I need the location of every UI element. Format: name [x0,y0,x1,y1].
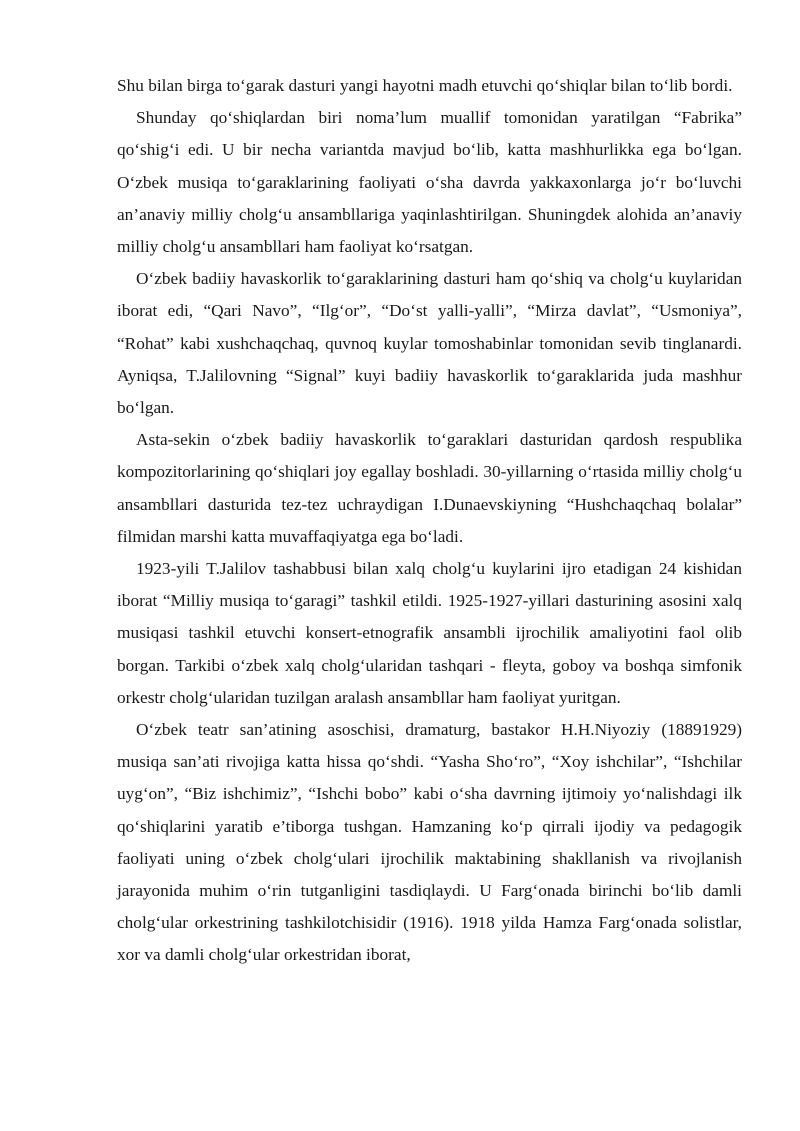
paragraph-amateur-circles: O‘zbek badiiy havaskorlik to‘garaklarining dasturi ham qo‘shiq va cholg‘u kuylaridan iborat edi, “Qari Navo”, “Ilg‘or”, “Do‘st yalli-yalli”, “Mirza davlat”, “Usmoniya”, “Rohat” kabi xushchaqchaq, quvnoq kuylar tomoshabinlar tomonidan sevib tinglanardi. Ayniqsa, T.Jalilovning “Signal” kuyi badiiy havaskorlik to‘garaklarida juda mashhur bo‘lgan. [117,269,742,418]
paragraph-niyoziy: O‘zbek teatr san’atining asoschisi, dramaturg, bastakor H.H.Niyoziy (18891929) musiqa san’ati rivojiga katta hissa qo‘shdi. “Yasha Sho‘ro”, “Xoy ishchilar”, “Ishchilar uyg‘on”, “Biz ishchimiz”, “Ishchi bobo” kabi o‘sha davrning ijtimoiy yo‘nalishdagi ilk qo‘shiqlarini yaratib e’tiborga tushgan. Hamzaning ko‘p qirrali ijodiy va pedagogik faoliyati uning o‘zbek cholg‘ulari ijrochilik maktabining shakllanish va rivojlanish jarayonida muhim o‘rin tutganligini tasdiqlaydi. U Farg‘onada birinchi bo‘lib damli cholg‘ular orkestrining tashkilotchisidir (1916). 1918 yilda Hamza Farg‘onada solistlar, xor va damli cholg‘ular orkestridan iborat, [117,720,742,965]
paragraph-continuation: Shu bilan birga to‘garak dasturi yangi hayotni madh etuvchi qo‘shiqlar bilan to‘lib bordi. [117,76,733,95]
paragraph-1923-circle: 1923-yili T.Jalilov tashabbusi bilan xalq cholg‘u kuylarini ijro etadigan 24 kishidan iborat “Milliy musiqa to‘garagi” tashkil etildi. 1925-1927-yillari dasturining asosini xalq musiqasi tashkil etuvchi konsert-etnografik ansambli ijrochilik amaliyotini faol olib borgan. Tarkibi o‘zbek xalq cholg‘ularidan tashqari - fleyta, goboy va boshqa simfonik orkestr cholg‘ularidan tuzilgan aralash ansambllar ham faoliyat yuritgan. [117,559,742,707]
paragraph-composers: Asta-sekin o‘zbek badiiy havaskorlik to‘garaklari dasturidan qardosh respublika kompozitorlarining qo‘shiqlari joy egallay boshladi. 30-yillarning o‘rtasida milliy cholg‘u ansambllari dasturida tez-tez uchraydigan I.Dunaevskiyning “Hushchaqchaq bolalar” filmidan marshi katta muvaffaqiyatga ega bo‘ladi. [117,430,742,546]
paragraph-fabrika-song: Shunday qo‘shiqlardan biri noma’lum muallif tomonidan yaratilgan “Fabrika” qo‘shig‘i edi. U bir necha variantda mavjud bo‘lib, katta mashhurlikka ega bo‘lgan. O‘zbek musiqa to‘garaklarining faoliyati o‘sha davrda yakkaxonlarga jo‘r bo‘luvchi an’anaviy milliy cholg‘u ansambllariga yaqinlashtirilgan. Shuningdek alohida an’anaviy milliy cholg‘u ansambllari ham faoliyat ko‘rsatgan. [117,108,742,257]
document-page [117,70,742,972]
